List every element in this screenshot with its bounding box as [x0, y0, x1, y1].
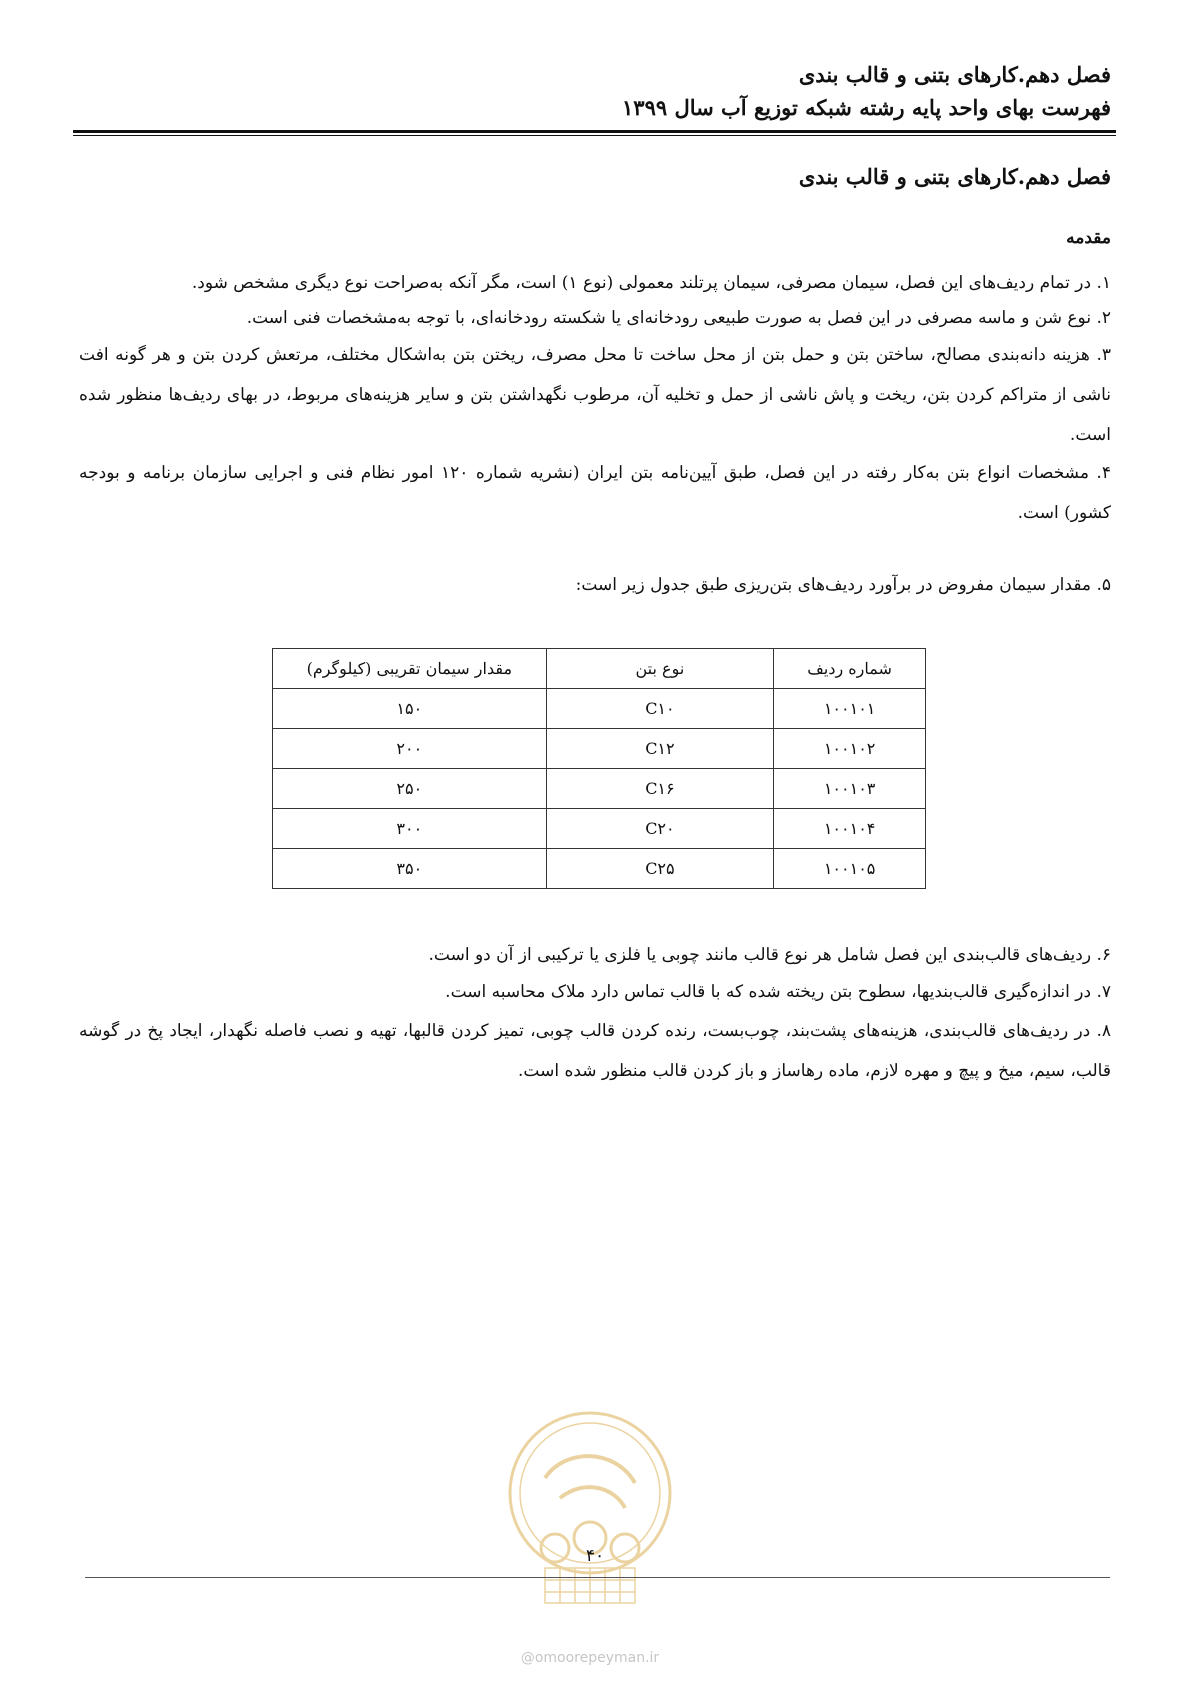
table-row: [273, 849, 926, 889]
header-chapter-title: فصل دهم.کارهای بتنی و قالب بندی: [798, 62, 1111, 87]
cement-amount-cell: ۳۵۰: [273, 849, 547, 889]
row-number-cell: ۱۰۰۱۰۵: [774, 849, 926, 889]
cement-amount-cell: ۲۰۰: [273, 729, 547, 769]
concrete-type-cell: C۲۵: [546, 849, 774, 889]
page-header: [622, 58, 1111, 124]
paragraph-7: ۷. در اندازه‌گیری قالب‌بندیها، سطوح بتن ریخته شده که با قالب تماس دارد ملاک محاسبه است.: [445, 982, 1111, 1002]
header-rule-thick: [73, 130, 1116, 133]
table-row: [273, 689, 926, 729]
page-number: ۴۰: [585, 1546, 605, 1566]
seal-shape: [510, 1413, 670, 1603]
section-title: فصل دهم.کارهای بتنی و قالب بندی: [798, 164, 1111, 189]
table-header-cell: مقدار سیمان تقریبی (کیلوگرم): [273, 649, 547, 689]
header-list-title: فهرست بهای واحد پایه رشته شبکه توزیع آب سال ۱۳۹۹: [622, 95, 1111, 120]
paragraph-2: ۲. نوع شن و ماسه مصرفی در این فصل به صورت طبیعی رودخانه‌ای یا شکسته رودخانه‌ای، با توجه به‌مشخصات فنی است.: [246, 308, 1111, 328]
paragraph-6: ۶. ردیف‌های قالب‌بندی این فصل شامل هر نوع قالب مانند چوبی یا فلزی یا ترکیبی از آن دو است.: [428, 945, 1111, 965]
intro-heading: مقدمه: [1066, 228, 1111, 248]
table-header-cell: نوع بتن: [546, 649, 774, 689]
seal-watermark-icon: [505, 1408, 675, 1608]
table-header-cell: شماره ردیف: [774, 649, 926, 689]
table-row: [273, 809, 926, 849]
row-number-cell: ۱۰۰۱۰۳: [774, 769, 926, 809]
cement-table: [272, 648, 926, 889]
paragraph-3: ۳. هزینه دانه‌بندی مصالح، ساختن بتن و حمل بتن از محل ساخت تا محل مصرف، ریختن بتن به‌اشکال مختلف، مرتعش کردن بتن و هر گونه افت ناشی از متراکم کردن بتن، ریخت و پاش ناشی از حمل و تخلیه آن، مرطوب نگهداشتن بتن و سایر هزینه‌های مربوط، در بهای ردیف‌ها منظور شده است.: [79, 345, 1111, 445]
row-number-cell: ۱۰۰۱۰۱: [774, 689, 926, 729]
concrete-type-cell: C۱۶: [546, 769, 774, 809]
table-row: [273, 729, 926, 769]
concrete-type-cell: C۱۲: [546, 729, 774, 769]
paragraph-4: ۴. مشخصات انواع بتن به‌کار رفته در این فصل، طبق آیین‌نامه بتن ایران (نشریه شماره ۱۲۰ امور نظام فنی و اجرایی سازمان برنامه و بودجه کشور) است.: [79, 463, 1111, 523]
paragraph-5: ۵. مقدار سیمان مفروض در برآورد ردیف‌های بتن‌ریزی طبق جدول زیر است:: [575, 575, 1111, 595]
footer-rule: [85, 1577, 1110, 1578]
concrete-type-cell: C۲۰: [546, 809, 774, 849]
row-number-cell: ۱۰۰۱۰۴: [774, 809, 926, 849]
paragraph-8: ۸. در ردیف‌های قالب‌بندی، هزینه‌های پشت‌بند، چوب‌بست، رنده کردن قالب چوبی، تمیز کردن قالبها، تهیه و نصب فاصله نگهدار، ایجاد پخ در گوشه قالب، سیم، میخ و پیچ و مهره لازم، ماده رهاساز و باز کردن قالب منظور شده است.: [79, 1021, 1111, 1081]
table-row: [273, 769, 926, 809]
cement-amount-cell: ۲۵۰: [273, 769, 547, 809]
header-rule-thin: [73, 135, 1116, 136]
row-number-cell: ۱۰۰۱۰۲: [774, 729, 926, 769]
table-header-row: [273, 649, 926, 689]
paragraph-1: ۱. در تمام ردیف‌های این فصل، سیمان مصرفی، سیمان پرتلند معمولی (نوع ۱) است، مگر آنکه به‌صراحت نوع دیگری مشخص شود.: [191, 273, 1111, 293]
concrete-type-cell: C۱۰: [546, 689, 774, 729]
cement-amount-cell: ۱۵۰: [273, 689, 547, 729]
website-watermark: @omoorepeyman.ir: [520, 1650, 660, 1666]
cement-amount-cell: ۳۰۰: [273, 809, 547, 849]
